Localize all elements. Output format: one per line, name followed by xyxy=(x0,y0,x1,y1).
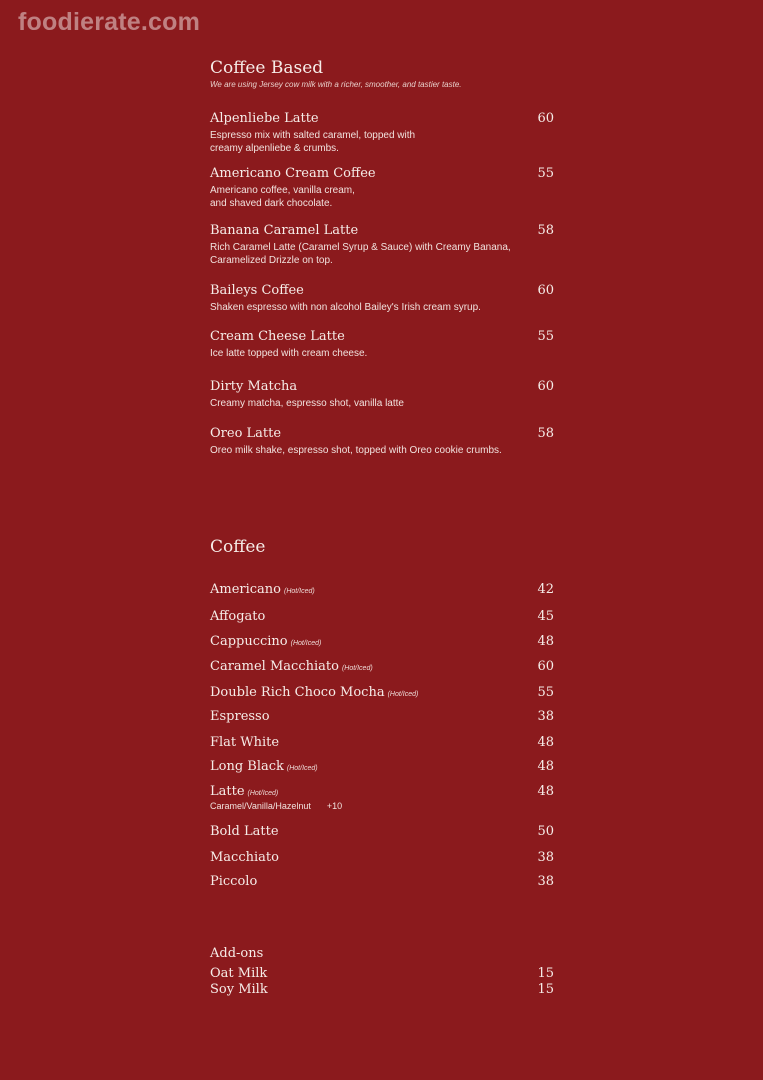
item-name: Alpenliebe Latte xyxy=(210,111,319,126)
item-price: 60 xyxy=(537,379,554,394)
item-description: Creamy matcha, espresso shot, vanilla latte xyxy=(210,398,404,409)
item-description: Americano coffee, vanilla cream, and shaved dark chocolate. xyxy=(210,185,355,209)
menu-item xyxy=(210,780,554,811)
item-name: Espresso xyxy=(210,709,270,724)
section-title: Coffee Based xyxy=(210,58,324,78)
menu-item xyxy=(210,166,554,210)
item-price: 58 xyxy=(537,223,554,238)
item-name: Banana Caramel Latte xyxy=(210,223,359,238)
item-name: Piccolo xyxy=(210,874,258,889)
menu-item xyxy=(210,111,554,155)
item-name: Baileys Coffee xyxy=(210,283,304,298)
addon-item xyxy=(210,966,554,981)
menu-item xyxy=(210,379,554,410)
item-name: Oreo Latte xyxy=(210,426,282,441)
item-name: Cappuccino xyxy=(210,634,288,649)
item-price: 48 xyxy=(537,735,554,750)
menu-item xyxy=(210,681,554,700)
item-description: Shaken espresso with non alcohol Bailey's Irish cream syrup. xyxy=(210,302,481,313)
section-title: Add-ons xyxy=(210,946,264,961)
menu-item xyxy=(210,731,554,750)
item-name: Caramel Macchiato xyxy=(210,659,339,674)
menu-item xyxy=(210,329,554,360)
menu-item xyxy=(210,846,554,865)
item-description: Espresso mix with salted caramel, topped with creamy alpenliebe & crumbs. xyxy=(210,130,416,154)
item-price: 48 xyxy=(537,634,554,649)
item-name: Soy Milk xyxy=(210,982,268,997)
item-price: 55 xyxy=(537,329,554,344)
item-name: Oat Milk xyxy=(210,966,268,981)
item-name: Affogato xyxy=(210,609,266,624)
menu-item xyxy=(210,705,554,724)
item-price: 15 xyxy=(537,966,554,981)
menu-item xyxy=(210,630,554,649)
item-name: Bold Latte xyxy=(210,824,279,839)
item-price: 15 xyxy=(537,982,554,997)
menu-item xyxy=(210,426,554,457)
item-price: 42 xyxy=(537,582,554,597)
item-price: 38 xyxy=(537,874,554,889)
item-tag: (Hot/Iced) xyxy=(284,588,315,595)
item-description: Oreo milk shake, espresso shot, topped with Oreo cookie crumbs. xyxy=(210,445,502,456)
item-extra xyxy=(210,801,554,811)
item-price: 38 xyxy=(537,709,554,724)
item-name: Americano Cream Coffee xyxy=(210,166,376,181)
item-price: 55 xyxy=(537,166,554,181)
item-description: Ice latte topped with cream cheese. xyxy=(210,348,368,359)
section-coffee-based xyxy=(210,58,554,89)
menu-item xyxy=(210,223,554,267)
item-tag: (Hot/Iced) xyxy=(286,765,318,772)
item-tag: (Hot/Iced) xyxy=(247,790,279,797)
section-title: Coffee xyxy=(210,537,266,557)
section-note: We are using Jersey cow milk with a richer, smoother, and tastier taste. xyxy=(210,80,462,89)
menu-item xyxy=(210,655,554,674)
item-price: 48 xyxy=(537,759,554,774)
item-price: 38 xyxy=(537,850,554,865)
menu-item xyxy=(210,283,554,314)
item-price: 60 xyxy=(537,659,554,674)
item-price: 55 xyxy=(537,685,554,700)
menu-item xyxy=(210,820,554,839)
item-price: 45 xyxy=(537,609,554,624)
extra-option: Caramel/Vanilla/Hazelnut xyxy=(210,801,311,811)
addon-item xyxy=(210,982,554,997)
item-price: 60 xyxy=(537,283,554,298)
item-tag: (Hot/Iced) xyxy=(290,640,322,647)
item-description: Rich Caramel Latte (Caramel Syrup & Sauce) with Creamy Banana, Caramelized Drizzle on top. xyxy=(210,242,511,266)
item-name: Cream Cheese Latte xyxy=(210,329,345,344)
item-name: Double Rich Choco Mocha xyxy=(210,685,385,700)
item-price: 58 xyxy=(537,426,554,441)
section-coffee xyxy=(210,537,554,557)
section-addons xyxy=(210,946,554,961)
item-tag: (Hot/Iced) xyxy=(341,665,373,672)
item-name: Latte xyxy=(210,784,245,799)
item-name: Long Black xyxy=(210,759,284,774)
item-name: Americano xyxy=(210,582,282,597)
menu-item xyxy=(210,605,554,624)
item-price: 48 xyxy=(537,784,554,799)
item-price: 50 xyxy=(537,824,554,839)
extra-price: +10 xyxy=(326,801,343,811)
menu-item xyxy=(210,870,554,889)
item-name: Macchiato xyxy=(210,850,279,865)
item-price: 60 xyxy=(537,111,554,126)
item-name: Flat White xyxy=(210,735,280,750)
watermark-logo: foodierate.com xyxy=(18,8,200,36)
item-name: Dirty Matcha xyxy=(210,379,298,394)
menu-item xyxy=(210,755,554,774)
item-tag: (Hot/Iced) xyxy=(387,691,419,698)
menu-item xyxy=(210,578,554,597)
